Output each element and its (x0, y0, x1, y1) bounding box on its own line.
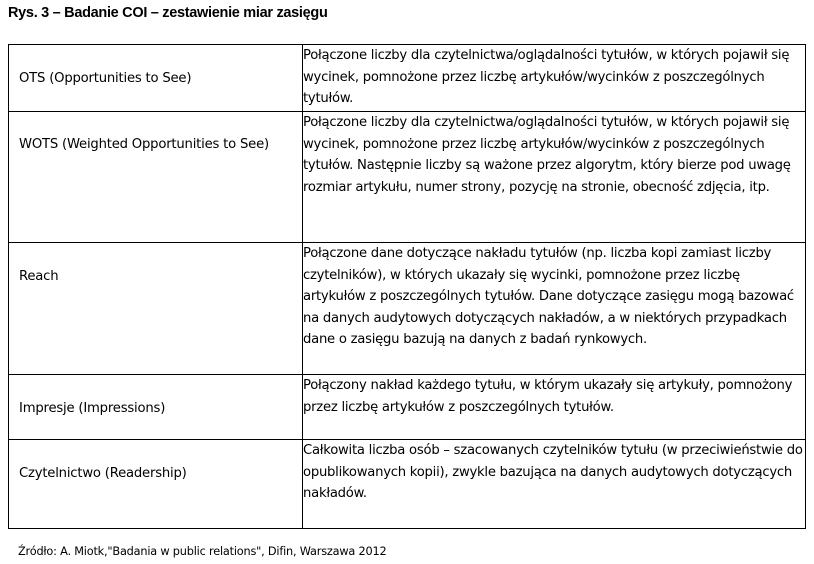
measure-name-cell (9, 375, 303, 440)
measure-name: OTS (Opportunities to See) (19, 71, 192, 86)
measure-description: Połączony nakład każdego tytułu, w którym ukazały się artykuły, pomnożony przez liczbę artykułów z poszczególnych tytułów. (303, 378, 793, 415)
measure-description-cell (303, 243, 806, 375)
measure-name: Czytelnictwo (Readership) (19, 466, 187, 481)
table-row-wots (9, 112, 806, 243)
measure-description-cell (303, 112, 806, 243)
measure-description: Połączone dane dotyczące nakładu tytułów (np. liczba kopi zamiast liczby czytelników), w których ukazały się wycinki, pomnożone przez liczbę artykułów z poszczególnych tytułów. Dane dotyczące zasięgu mogą bazować na danych audytowych dotyczących nakładów, a w niektórych przypadkach dane o zasięgu bazują na danych z badań rynkowych. (303, 246, 794, 348)
measure-name: Impresje (Impressions) (19, 401, 166, 416)
measure-description: Całkowita liczba osób – szacowanych czytelników tytułu (w przeciwieństwie do opublikowanych kopii), zwykle bazująca na danych audytowych dotyczących nakładów. (303, 443, 803, 502)
table-row-readership (9, 440, 806, 529)
reach-measures-table (8, 44, 806, 529)
measure-name-cell (9, 45, 303, 112)
measure-description-cell (303, 45, 806, 112)
measure-name-cell (9, 112, 303, 243)
table-row-ots (9, 45, 806, 112)
table-row-impressions (9, 375, 806, 440)
source-note: Źródło: A. Miotk,"Badania w public relations", Difin, Warszawa 2012 (18, 545, 387, 558)
measure-description: Połączone liczby dla czytelnictwa/oglądalności tytułów, w których pojawił się wycinek, pomnożone przez liczbę artykułów/wycinków z poszczególnych tytułów. Następnie liczby są ważone przez algorytm, który bierze pod uwagę rozmiar artykułu, numer strony, pozycję na stronie, obecność zdjęcia, itp. (303, 115, 791, 195)
measure-name: WOTS (Weighted Opportunities to See) (19, 137, 269, 152)
measure-description-cell (303, 440, 806, 529)
measure-name: Reach (19, 269, 59, 284)
figure-caption: Rys. 3 – Badanie COI – zestawienie miar zasięgu (8, 5, 328, 21)
measure-name-cell (9, 440, 303, 529)
measure-name-cell (9, 243, 303, 375)
table-row-reach (9, 243, 806, 375)
measure-description-cell (303, 375, 806, 440)
measure-description: Połączone liczby dla czytelnictwa/oglądalności tytułów, w których pojawił się wycinek, pomnożone przez liczbę artykułów/wycinków z poszczególnych tytułów. (303, 48, 790, 107)
